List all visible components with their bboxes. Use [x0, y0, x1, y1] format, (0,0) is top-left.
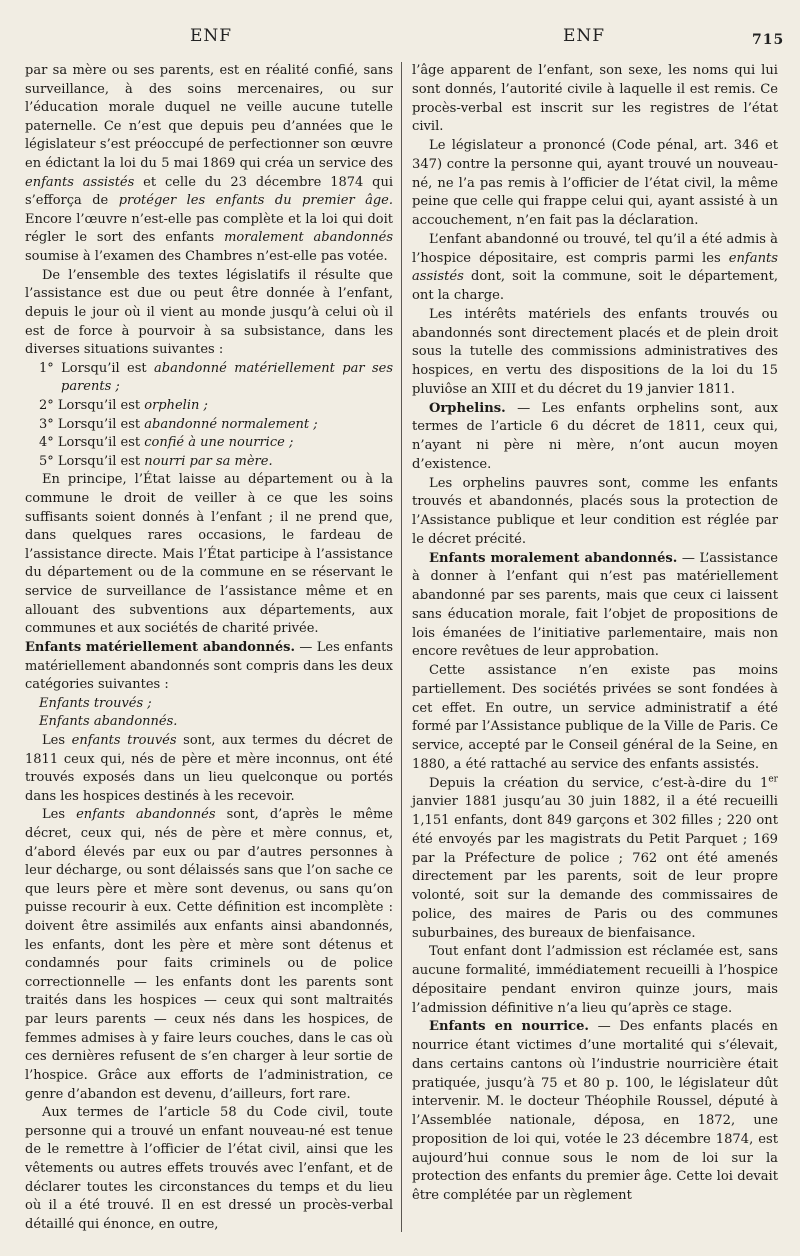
- page-number: 715: [752, 32, 785, 48]
- list-item: 2° Lorsqu’il est orphelin ;: [39, 397, 208, 413]
- section-heading: Enfants en nourrice.: [429, 1019, 589, 1035]
- section-heading: Orphelins.: [429, 400, 506, 416]
- paragraph: Les intérêts matériels des enfants trouvés ou abandonnés sont directement placés et de plein droit sous la tutelle des commissions administratives des hospices, en vertu des dispositions de la loi du 15 pluviôse an XIII et du décret du 19 janvier 1811.: [412, 306, 778, 397]
- paragraph: Depuis la création du service, c’est-à-dire du 1er janvier 1881 jusqu’au 30 juin 1882, il a été recueilli 1,151 enfants, dont 849 garçons et 302 filles ; 220 ont été envoyés par les magistrats du Petit Parquet ; 169 par la Préfecture de police ; 762 ont été amenés directement par les parents, soit de leur propre volonté, soit sur la demande des commissaires de police, des maires de Paris ou des communes suburbaines, des bureaux de bienfaisance.: [412, 774, 778, 941]
- list-item: 4° Lorsqu’il est confié à une nourrice ;: [39, 435, 294, 451]
- paragraph: l’âge apparent de l’enfant, son sexe, les noms qui lui sont donnés, l’autorité civile à laquelle il est remis. Ce procès-verbal est inscrit sur les registres de l’état civil.: [412, 63, 778, 135]
- section-paragraph: Orphelins. — Les enfants orphelins sont, aux termes de l’article 6 du décret de 1811, ceux qui, n’ayant ni père ni mère, n’ont aucun moyen d’existence.: [412, 400, 778, 472]
- paragraph: Tout enfant dont l’admission est réclamée est, sans aucune formalité, immédiatement recueilli à l’hospice dépositaire pendant environ quinze jours, mais l’admission définitive n’a lieu qu’après ce stage.: [412, 944, 778, 1016]
- paragraph: Aux termes de l’article 58 du Code civil, toute personne qui a trouvé un enfant nouveau-né est tenue de le remettre à l’officier de l’état civil, ainsi que les vêtements ou autres effets trouvés avec l’enfant, et de déclarer toutes les circonstances du temps et du lieu où il a été trouvé. Il en est dressé un procès-verbal détaillé qui énonce, en outre,: [25, 1105, 393, 1232]
- paragraph: Les enfants abandonnés sont, d’après le même décret, ceux qui, nés de père et mère connus, et, d’abord élevés par eux ou par d’autres personnes à leur décharge, ou sont délaissés sans que l’on sache ce que leurs père et mère sont devenus, ou sans qu’on puisse recourir à eux. Cette définition est incomplète : doivent être assimilés aux enfants ainsi abandonnés, les enfants, dont les père et mère sont détenus et condamnés pour faits criminels ou de police correctionnelle — les enfants dont les parents sont traités dans les hospices — ceux qui sont maltraités par leurs parents — ceux nés dans les hospices, de femmes admises à y faire leurs couches, dans le cas où ces dernières refusent de s’en charger à leur sortie de l’hospice. Grâce aux efforts de l’administration, ce genre d’abandon est devenu, d’ailleurs, fort rare.: [25, 807, 393, 1102]
- left-column: [25, 62, 393, 1234]
- section-heading: Enfants matériellement abandonnés.: [25, 639, 295, 655]
- running-head-right: ENF: [563, 26, 606, 46]
- running-head-left: ENF: [190, 26, 233, 46]
- paragraph: L’enfant abandonné ou trouvé, tel qu’il a été admis à l’hospice dépositaire, est compris parmi les enfants assistés dont, soit la commune, soit le département, ont la charge.: [412, 231, 778, 303]
- section-paragraph: Enfants en nourrice. — Des enfants placés en nourrice étant victimes d’une mortalité qui s’élevait, dans certains cantons où l’industrie nourricière était pratiquée, jusqu’à 75 et 80 p. 100, le législateur dût intervenir. M. le docteur Théophile Roussel, député à l’Assemblée nationale, déposa, en 1872, une proposition de loi qui, votée le 23 décembre 1874, est aujourd’hui connue sous le nom de loi sur la protection des enfants du premier âge. Cette loi devait être complétée par un règlement: [412, 1019, 778, 1203]
- list-item: 3° Lorsqu’il est abandonné normalement ;: [39, 416, 318, 432]
- paragraph: Les orphelins pauvres sont, comme les enfants trouvés et abandonnés, placés sous la protection de l’Assistance publique et leur condition est réglée par le décret précité.: [412, 475, 778, 547]
- paragraph: Le législateur a prononcé (Code pénal, art. 346 et 347) contre la personne qui, ayant trouvé un nouveau-né, ne l’a pas remis à l’officier de l’état civil, la même peine que celle qui frappe celui qui, ayant assisté à un accouchement, n’en fait pas la déclaration.: [412, 138, 778, 228]
- section-heading: Enfants moralement abandonnés.: [429, 550, 678, 566]
- paragraph: par sa mère ou ses parents, est en réalité confié, sans surveillance, à des soins mercenaires, ou sur l’éducation morale duquel ne veille aucune tutelle paternelle. Ce n’est que depuis peu d’années que le législateur s’est préoccupé de perfectionner son œuvre en édictant la loi du 5 mai 1869 qui créa un service des enfants assistés et celle du 23 décembre 1874 qui s’efforça de protéger les enfants du premier âge. Encore l’œuvre n’est-elle pas complète et la loi qui doit régler le sort des enfants moralement abandonnés soumise à l’examen des Chambres n’est-elle pas votée.: [25, 63, 393, 265]
- paragraph: En principe, l’État laisse au département ou à la commune le droit de veiller à ce que les soins suffisants soient donnés à l’enfant ; il ne prend que, dans quelques rares occasions, le fardeau de l’assistance directe. Mais l’État participe à l’assistance du département ou de la commune en se réservant le service de surveillance de l’assistance même et en allouant des subventions aux départements, aux communes et aux sociétés de charité privée.: [25, 472, 393, 637]
- list-item: 1° Lorsqu’il est abandonné matériellement par ses parents ;: [39, 360, 393, 395]
- column-divider: [401, 62, 402, 1232]
- list-item: 5° Lorsqu’il est nourri par sa mère.: [39, 453, 273, 469]
- paragraph: Les enfants trouvés sont, aux termes du décret de 1811 ceux qui, nés de père et mère inconnus, ont été trouvés exposés dans un lieu quelconque ou portés dans les hospices destinés à les recevoir.: [25, 732, 394, 804]
- paragraph: De l’ensemble des textes législatifs il résulte que l’assistance est due ou peut être donnée à l’enfant, depuis le jour où il vient au monde jusqu’à celui où il est de force à pourvoir à sa subsistance, dans les diverses situations suivantes :: [25, 267, 393, 358]
- category-item: Enfants trouvés ;: [39, 695, 152, 711]
- paragraph: Cette assistance n’en existe pas moins partiellement. Des sociétés privées se sont fondées à cet effet. En outre, un service administratif a été formé par l’Assistance publique de la Ville de Paris. Ce service, accepté par le Conseil général de la Seine, en 1880, a été rattaché au service des enfants assistés.: [412, 663, 778, 772]
- section-paragraph: Enfants matériellement abandonnés. — Les enfants matériellement abandonnés sont compris dans les deux catégories suivantes :: [25, 639, 394, 693]
- section-paragraph: Enfants moralement abandonnés. — L’assistance à donner à l’enfant qui n’est pas matériellement abandonné par ses parents, mais que ceux ci laissent sans éducation morale, fait l’objet de propositions de lois émanées de l’initiative parlementaire, mais non encore revêtues de leur approbation.: [412, 550, 778, 660]
- category-item: Enfants abandonnés.: [39, 714, 178, 730]
- right-column: [412, 62, 778, 1206]
